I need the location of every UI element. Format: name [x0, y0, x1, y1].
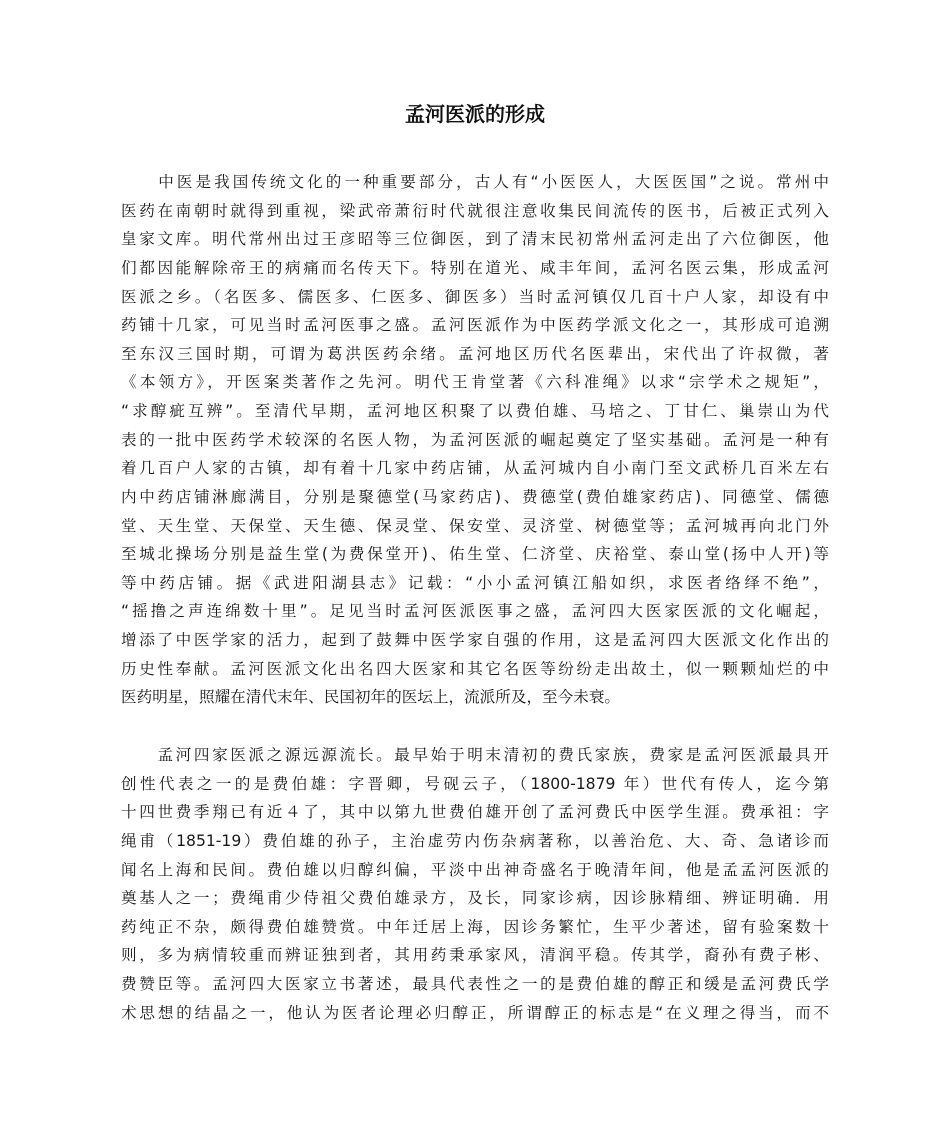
text-line: 医派之乡。（名医多、儒医多、仁医多、御医多）当时孟河镇仅几百十户人家，却设有中 [121, 287, 829, 306]
text-line: 着几百户人家的古镇，却有着十几家中药店铺，从孟河城内自小南门至文武桥几百米左右 [121, 459, 829, 478]
text-line: 表的一批中医药学术较深的名医人物，为孟河医派的崛起奠定了坚实基础。孟河是一种有 [121, 430, 829, 449]
text-line: 十四世费季翔已有近４了，其中以第九世费伯雄开创了孟河费氏中医学生涯。费承祖：字 [121, 803, 829, 822]
text-line: 至东汉三国时期，可谓为葛洪医药余绪。孟河地区历代名医辈出，宋代出了许叔微，著 [121, 344, 829, 363]
text-line: 医药明星，照耀在清代末年、民国初年的医坛上，流派所及，至今未衰。 [121, 688, 621, 707]
text-line: 至城北操场分别是益生堂(为费保堂开)、佑生堂、仁济堂、庆裕堂、泰山堂(扬中人开)等 [121, 545, 829, 564]
text-line: 等中药店铺。据《武进阳湖县志》记载：“小小孟河镇江船如织，求医者络绎不绝”， [121, 573, 829, 592]
text-line: 则，多为病情较重而辨证独到者，其用药秉承家风，清润平稳。传其学，裔孙有费子彬、 [121, 946, 829, 965]
text-line: 历史性奉献。孟河医派文化出名四大医家和其它名医等纷纷走出故土，似一颗颗灿烂的中 [121, 659, 829, 678]
text-line: 费赞臣等。孟河四大医家立书著述，最具代表性之一的是费伯雄的醇正和缓是孟河费氏学 [121, 975, 829, 993]
text-line: 创性代表之一的是费伯雄：字晋卿，号砚云子，（1800-1879 年）世代有传人，迄今第 [121, 774, 829, 793]
text-line: 医药在南朝时就得到重视，梁武帝萧衍时代就很注意收集民间流传的医书，后被正式列入 [121, 201, 829, 220]
text-line: 堂、天生堂、天保堂、天生德、保灵堂、保安堂、灵济堂、树德堂等；孟河城再向北门外 [121, 516, 829, 535]
text-line: 内中药店铺淋廊满目，分别是聚德堂(马家药店)、费德堂(费伯雄家药店)、同德堂、儒德 [121, 487, 829, 506]
text-line: 闻名上海和民间。费伯雄以归醇纠偏，平淡中出神奇盛名于晚清年间，他是孟孟河医派的 [121, 860, 829, 879]
text-line: “求醇疵互辨”。至清代早期，孟河地区积聚了以费伯雄、马培之、丁甘仁、巢崇山为代 [121, 402, 829, 420]
text-line: 奠基人之一；费绳甫少侍祖父费伯雄录方，及长，同家诊病，因诊脉精细、辨证明确．用 [121, 889, 829, 908]
text-line: 们都因能解除帝王的病痛而名传天下。特别在道光、咸丰年间，孟河名医云集，形成孟河 [121, 258, 829, 277]
paragraph-1 [121, 168, 829, 712]
text-line: 孟河四家医派之源远源流长。最早始于明末清初的费氏家族，费家是孟河医派最具开 [121, 746, 829, 764]
text-line: 术思想的结晶之一，他认为医者论理必归醇正，所谓醇正的标志是“在义理之得当，而不 [121, 1003, 829, 1022]
text-line: “摇撸之声连绵数十里”。足见当时孟河医派医事之盛，孟河四大医家医派的文化崛起， [121, 602, 829, 621]
text-line: 药铺十几家，可见当时孟河医事之盛。孟河医派作为中医药学派文化之一，其形成可追溯 [121, 316, 829, 335]
text-line: 中医是我国传统文化的一种重要部分，古人有“小医医人，大医医国”之说。常州中 [121, 173, 829, 191]
paragraph-2 [121, 741, 829, 1027]
document-title: 孟河医派的形成 [405, 102, 545, 126]
text-line: 皇家文库。明代常州出过王彦昭等三位御医，到了清末民初常州孟河走出了六位御医，他 [121, 230, 829, 249]
text-line: 《本领方》，开医案类著作之先河。明代王肯堂著《六科准绳》以求“宗学术之规矩”， [121, 373, 829, 392]
text-line: 绳甫（1851-19）费伯雄的孙子，主治虚劳内伤杂病著称，以善治危、大、奇、急诸诊而 [121, 831, 829, 850]
text-line: 药纯正不杂，颇得费伯雄赞赏。中年迁居上海，因诊务繁忙，生平少著述，留有验案数十 [121, 917, 829, 936]
text-line: 增添了中医学家的活力，起到了鼓舞中医学家自强的作用，这是孟河四大医派文化作出的 [121, 631, 829, 649]
